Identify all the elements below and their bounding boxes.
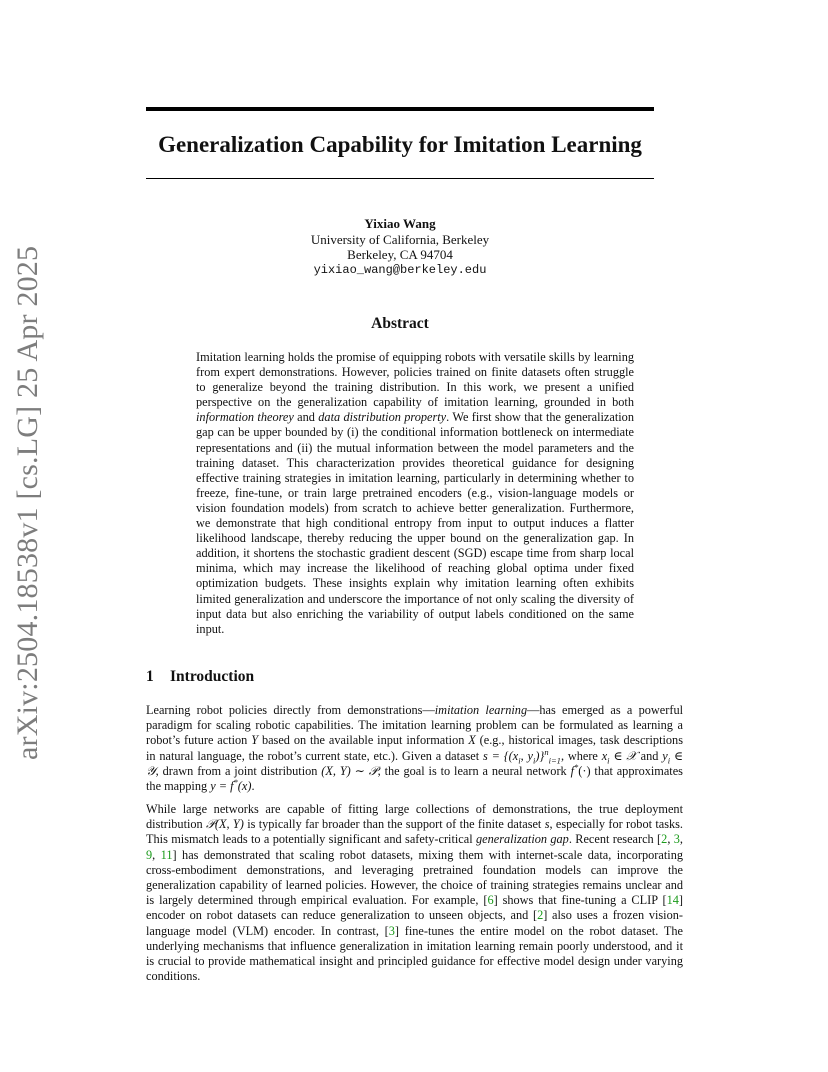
p1-text-9: that approximates the mapping <box>146 763 683 794</box>
citation-link-2[interactable]: 2 <box>661 832 668 847</box>
abstract-emph-1: information theorey <box>196 410 294 425</box>
p2-text-6: ] shows that fine-tuning a CLIP [ <box>493 893 667 908</box>
title-rule-top <box>146 107 654 111</box>
citation-link-2b[interactable]: 2 <box>537 908 544 923</box>
p2-text-2: is typically far broader than the support of the finite dataset <box>243 817 545 832</box>
citation-link-9[interactable]: 9 <box>146 847 153 862</box>
p1-text-6: and <box>636 748 663 763</box>
p1-text-3: based on the available input information <box>258 733 469 748</box>
p2-text-3: , especially for robot tasks. This mismatch leads to a potentially significant and safety-critical <box>146 817 684 847</box>
title-rule-bottom <box>146 178 654 179</box>
author-affiliation: University of California, Berkeley <box>310 231 490 247</box>
section-title: Introduction <box>170 668 255 685</box>
p2-emph-1: generalization gap <box>475 832 569 847</box>
p1-text-1: Learning robot policies directly from demonstrations— <box>146 703 435 717</box>
math-mapping: y = f*(x) <box>210 776 252 794</box>
intro-paragraph-2: While large networks are capable of fitting large collections of demonstrations, the true deployment distribution 𝒫(X, Y) is typically far broader than the support of the finite dataset s, especially for robot tasks. This mismatch leads to a potentially significant and safety-critical generalization gap. Recent research [2, 3, 9, 11] has demonstrated that scaling robot datasets, mixing them with internet-scale data, incorporating cross-embodiment demonstrations, and leveraging pretrained foundation models can improve the generalization capability of learned policies. However, the choice of training strategies remains unclear and is largely determined through empirical evaluation. For example, [6] shows that fine-tuning a CLIP [14] encoder on robot datasets can reduce generalization to unseen objects, and [2] also uses a frozen vision-language model (VLM) encoder. In contrast, [3] fine-tunes the entire model on the robot dataset. The underlying mechanisms that influence generalization in imitation learning remain poorly understood, and it is crucial to provide mathematical insight and principled guidance for effective model design under varying conditions. <box>146 802 684 984</box>
citation-link-11[interactable]: 11 <box>160 847 173 862</box>
abstract-text-1: Imitation learning holds the promise of equipping robots with versatile skills by learning from expert demonstrations. However, policies trained on finite datasets often struggle to generalize beyond the training distribution. In this work, we present a unified perspective on the generalization capability of imitation learning, grounded in both <box>196 350 634 410</box>
math-s: s <box>544 817 550 832</box>
p2-text-7: ] encoder on robot datasets can reduce generalization to unseen objects, and [ <box>146 893 683 923</box>
abstract-heading: Abstract <box>371 315 429 332</box>
citation-link-14[interactable]: 14 <box>666 893 679 908</box>
p1-text-7: , drawn from a joint distribution <box>155 763 322 778</box>
author-location: Berkeley, CA 94704 <box>347 247 453 262</box>
abstract-emph-2: data distribution property <box>318 410 447 425</box>
p2-text-1: While large networks are capable of fitting large collections of demonstrations, the true deployment distribution <box>146 802 683 832</box>
math-xi: $x_i$ ∈ 𝒳 <box>601 748 637 766</box>
math-distribution: 𝒫(X, Y) <box>206 817 244 832</box>
p1-text-2: —has emerged as a powerful paradigm for scaling robotic capabilities. The imitation learning problem can be formulated as learning a robot’s future action <box>146 703 684 748</box>
p2-text-9: ] fine-tunes the entire model on the robot dataset. The underlying mechanisms that influence generalization in imitation learning remain poorly understood, and it is crucial to provide mathematical insight and principled guidance for effective model design under varying conditions. <box>146 923 683 984</box>
abstract-text-2: and <box>293 410 319 425</box>
math-Y: Y <box>251 733 259 748</box>
math-joint: (X, Y) ∼ 𝒫 <box>321 763 378 778</box>
author-name: Yixiao Wang <box>364 216 436 231</box>
abstract-text-3: . We first show that the generalization gap can be upper bounded by (i) the conditional information bottleneck on intermediate representations and (ii) the mutual information between the model parameters and the training dataset. This characterization provides theoretical guidance for designing effective training strategies in imitation learning, particularly in determining whether to freeze, fine-tune, or train large pretrained encoders (e.g., vision-language models or vision foundation models) from scratch to achieve better generalization. Furthermore, we demonstrate that high conditional entropy from input to output induces a flatter likelihood landscape, thereby reducing the upper bound on the generalization gap. In addition, it shortens the stochastic gradient descent (SGD) escape time from sharp local minima, which may increase the likelihood of reaching global optima under fixed optimization budgets. These insights explain why imitation learning often exhibits limited generalization and underscore the importance of not only scaling the diversity of input data but also enriching the variability of output labels conditioned on the same input. <box>196 410 634 636</box>
abstract-body <box>196 350 634 637</box>
intro-paragraph-1 <box>146 703 683 794</box>
citation-link-3b[interactable]: 3 <box>388 923 395 938</box>
p1-emph-1: imitation learning <box>434 703 528 717</box>
paper-title: Generalization Capability for Imitation Learning <box>158 132 642 157</box>
section-heading-introduction <box>146 667 654 687</box>
author-email: yixiao_wang@berkeley.edu <box>313 262 487 277</box>
section-number: 1 <box>146 668 154 685</box>
p2-text-4: . Recent research [ <box>568 832 662 847</box>
math-yi: $y_i$ ∈ 𝒴 <box>146 748 684 778</box>
math-X: X <box>468 733 476 748</box>
arxiv-identifier: arXiv:2504.18538v1 [cs.LG] 25 Apr 2025 <box>11 245 44 760</box>
math-f-star: f*(·) <box>570 761 591 778</box>
p1-text-10: . <box>251 779 255 794</box>
math-dataset: $s = \{(x_i$, $y_i)\}^n_{i=1}$ <box>483 746 561 766</box>
citation-link-6[interactable]: 6 <box>487 893 494 908</box>
citation-link-3[interactable]: 3 <box>673 832 680 847</box>
p2-text-5: ] has demonstrated that scaling robot datasets, mixing them with internet-scale data, incorporating cross-embodiment demonstrations, and leveraging pretrained foundation models can improve the generalization capability of learned policies. However, the choice of training strategies remains unclear and is largely determined through empirical evaluation. For example, [ <box>146 847 683 908</box>
p1-text-8: , the goal is to learn a neural network <box>377 763 571 778</box>
author-block <box>146 216 654 278</box>
p1-text-4: (e.g., historical images, task descriptions in natural language, the robot’s current state, etc.). Given a dataset <box>146 733 683 763</box>
p1-text-5: , where <box>560 748 602 763</box>
p2-text-8: ] also uses a frozen vision-language model (VLM) encoder. In contrast, [ <box>146 908 683 938</box>
